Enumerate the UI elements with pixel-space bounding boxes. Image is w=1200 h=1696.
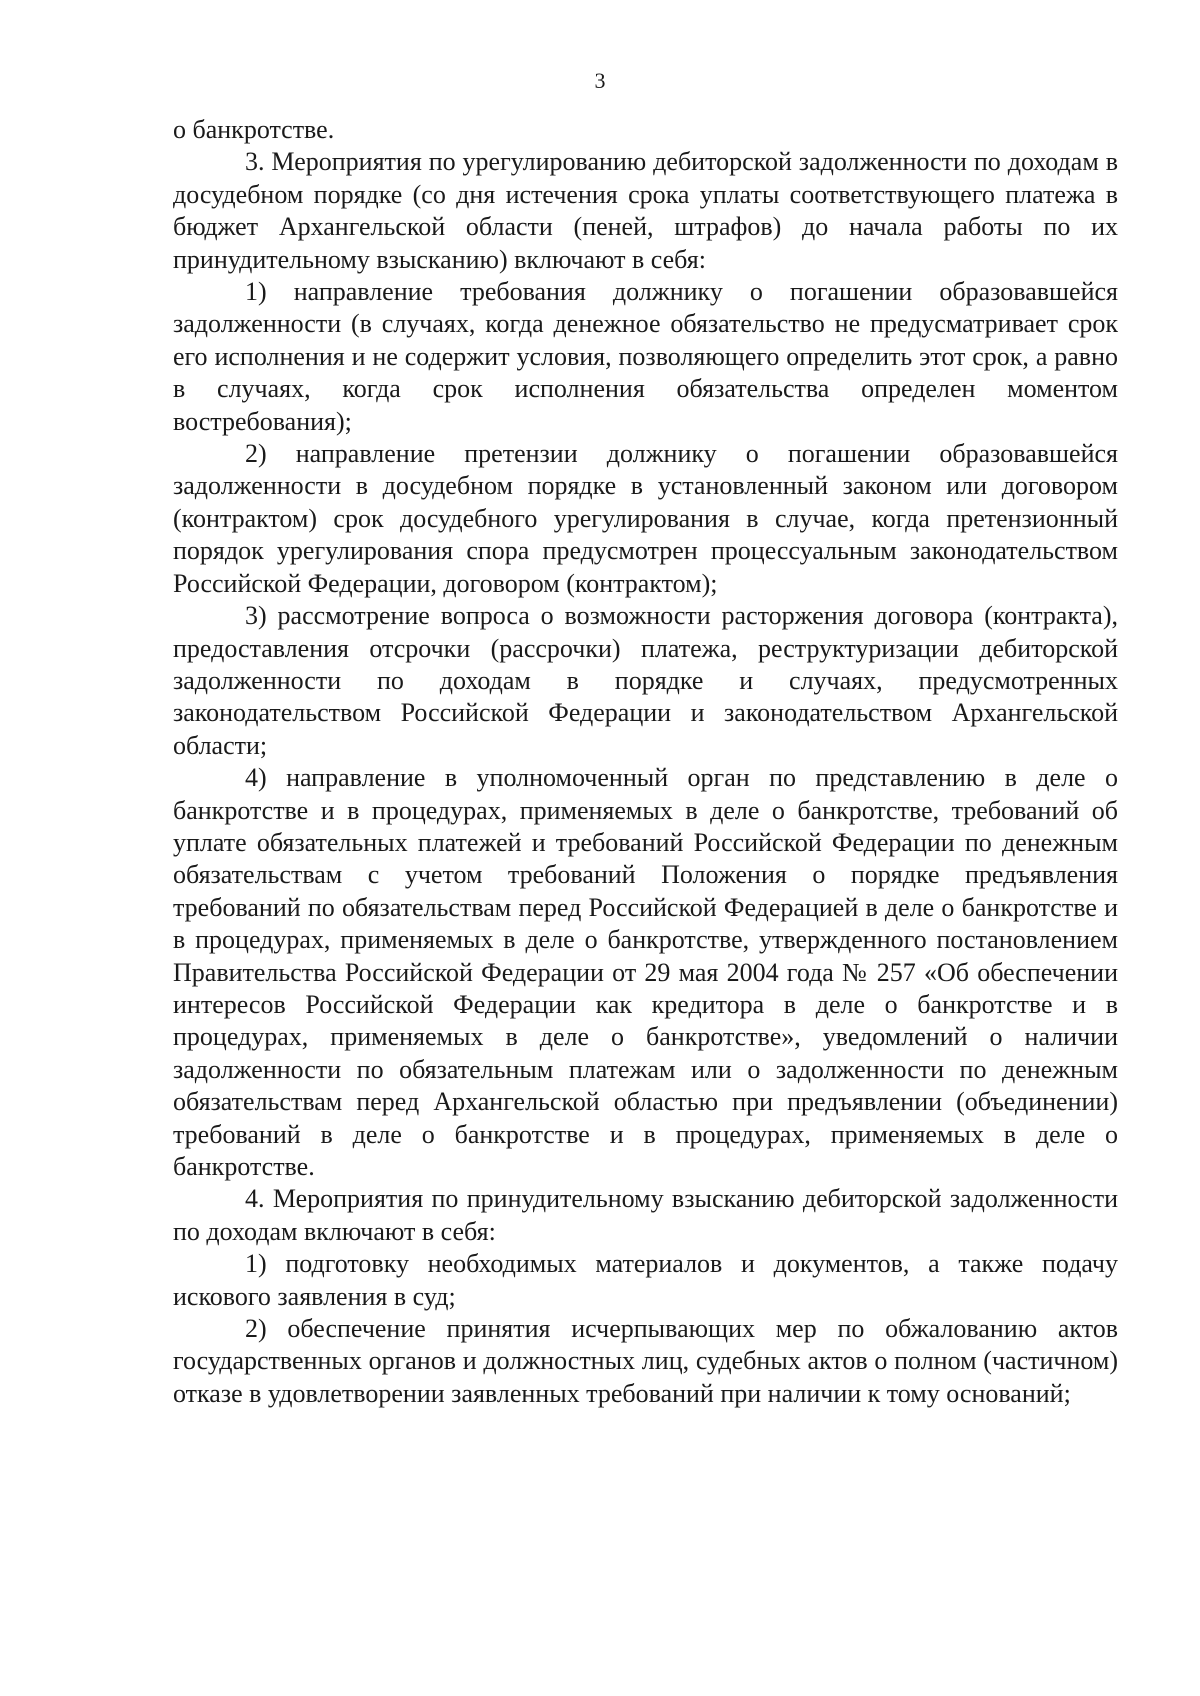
paragraph-item-4-2: 2) обеспечение принятия исчерпывающих мер по обжалованию актов государственных органов и должностных лиц, судебных актов о полном (частичном) отказе в удовлетворении заявленных требований при наличии к тому оснований; xyxy=(173,1314,1118,1408)
document-body xyxy=(173,114,1118,1410)
page-number: 3 xyxy=(594,68,606,93)
paragraph-item-3-1: 1) направление требования должнику о погашении образовавшейся задолженности (в случаях, когда денежное обязательство не предусматривает срок его исполнения и не содержит условия, позволяющего определить этот срок, а равно в случаях, когда срок исполнения обязательства определен моментом востребования); xyxy=(173,277,1118,436)
paragraph-item-3-3: 3) рассмотрение вопроса о возможности расторжения договора (контракта), предоставления отсрочки (рассрочки) платежа, реструктуризации дебиторской задолженности по доходам в порядке и случаях, предусмотренных законодательством Российской Федерации и законодательством Архангельской области; xyxy=(173,601,1118,760)
paragraph-item-3-2: 2) направление претензии должнику о погашении образовавшейся задолженности в досудебном порядке в установленный законом или договором (контрактом) срок досудебного урегулирования в случае, когда претензионный порядок урегулирования спора предусмотрен процессуальным законодательством Российской Федерации, договором (контрактом); xyxy=(173,439,1118,598)
paragraph-item-3-4: 4) направление в уполномоченный орган по представлению в деле о банкротстве и в процедурах, применяемых в деле о банкротстве, требований об уплате обязательных платежей и требований Российской Федерации по денежным обязательствам с учетом требований Положения о порядке предъявления требований по обязательствам перед Российской Федерацией в деле о банкротстве и в процедурах, применяемых в деле о банкротстве, утвержденного постановлением Правительства Российской Федерации от 29 мая 2004 года № 257 «Об обеспечении интересов Российской Федерации как кредитора в деле о банкротстве и в процедурах, применяемых в деле о банкротстве», уведомлений о наличии задолженности по обязательным платежам или о задолженности по денежным обязательствам перед Архангельской областью при предъявлении (объединении) требований в деле о банкротстве и в процедурах, применяемых в деле о банкротстве. xyxy=(173,763,1118,1181)
paragraph-section-3: 3. Мероприятия по урегулированию дебиторской задолженности по доходам в досудебном порядке (со дня истечения срока уплаты соответствующего платежа в бюджет Архангельской области (пеней, штрафов) до начала работы по их принудительному взысканию) включают в себя: xyxy=(173,147,1118,274)
paragraph-section-4: 4. Мероприятия по принудительному взысканию дебиторской задолженности по доходам включают в себя: xyxy=(173,1184,1118,1246)
paragraph-continuation: о банкротстве. xyxy=(173,115,335,144)
paragraph-item-4-1: 1) подготовку необходимых материалов и документов, а также подачу искового заявления в суд; xyxy=(173,1249,1118,1311)
